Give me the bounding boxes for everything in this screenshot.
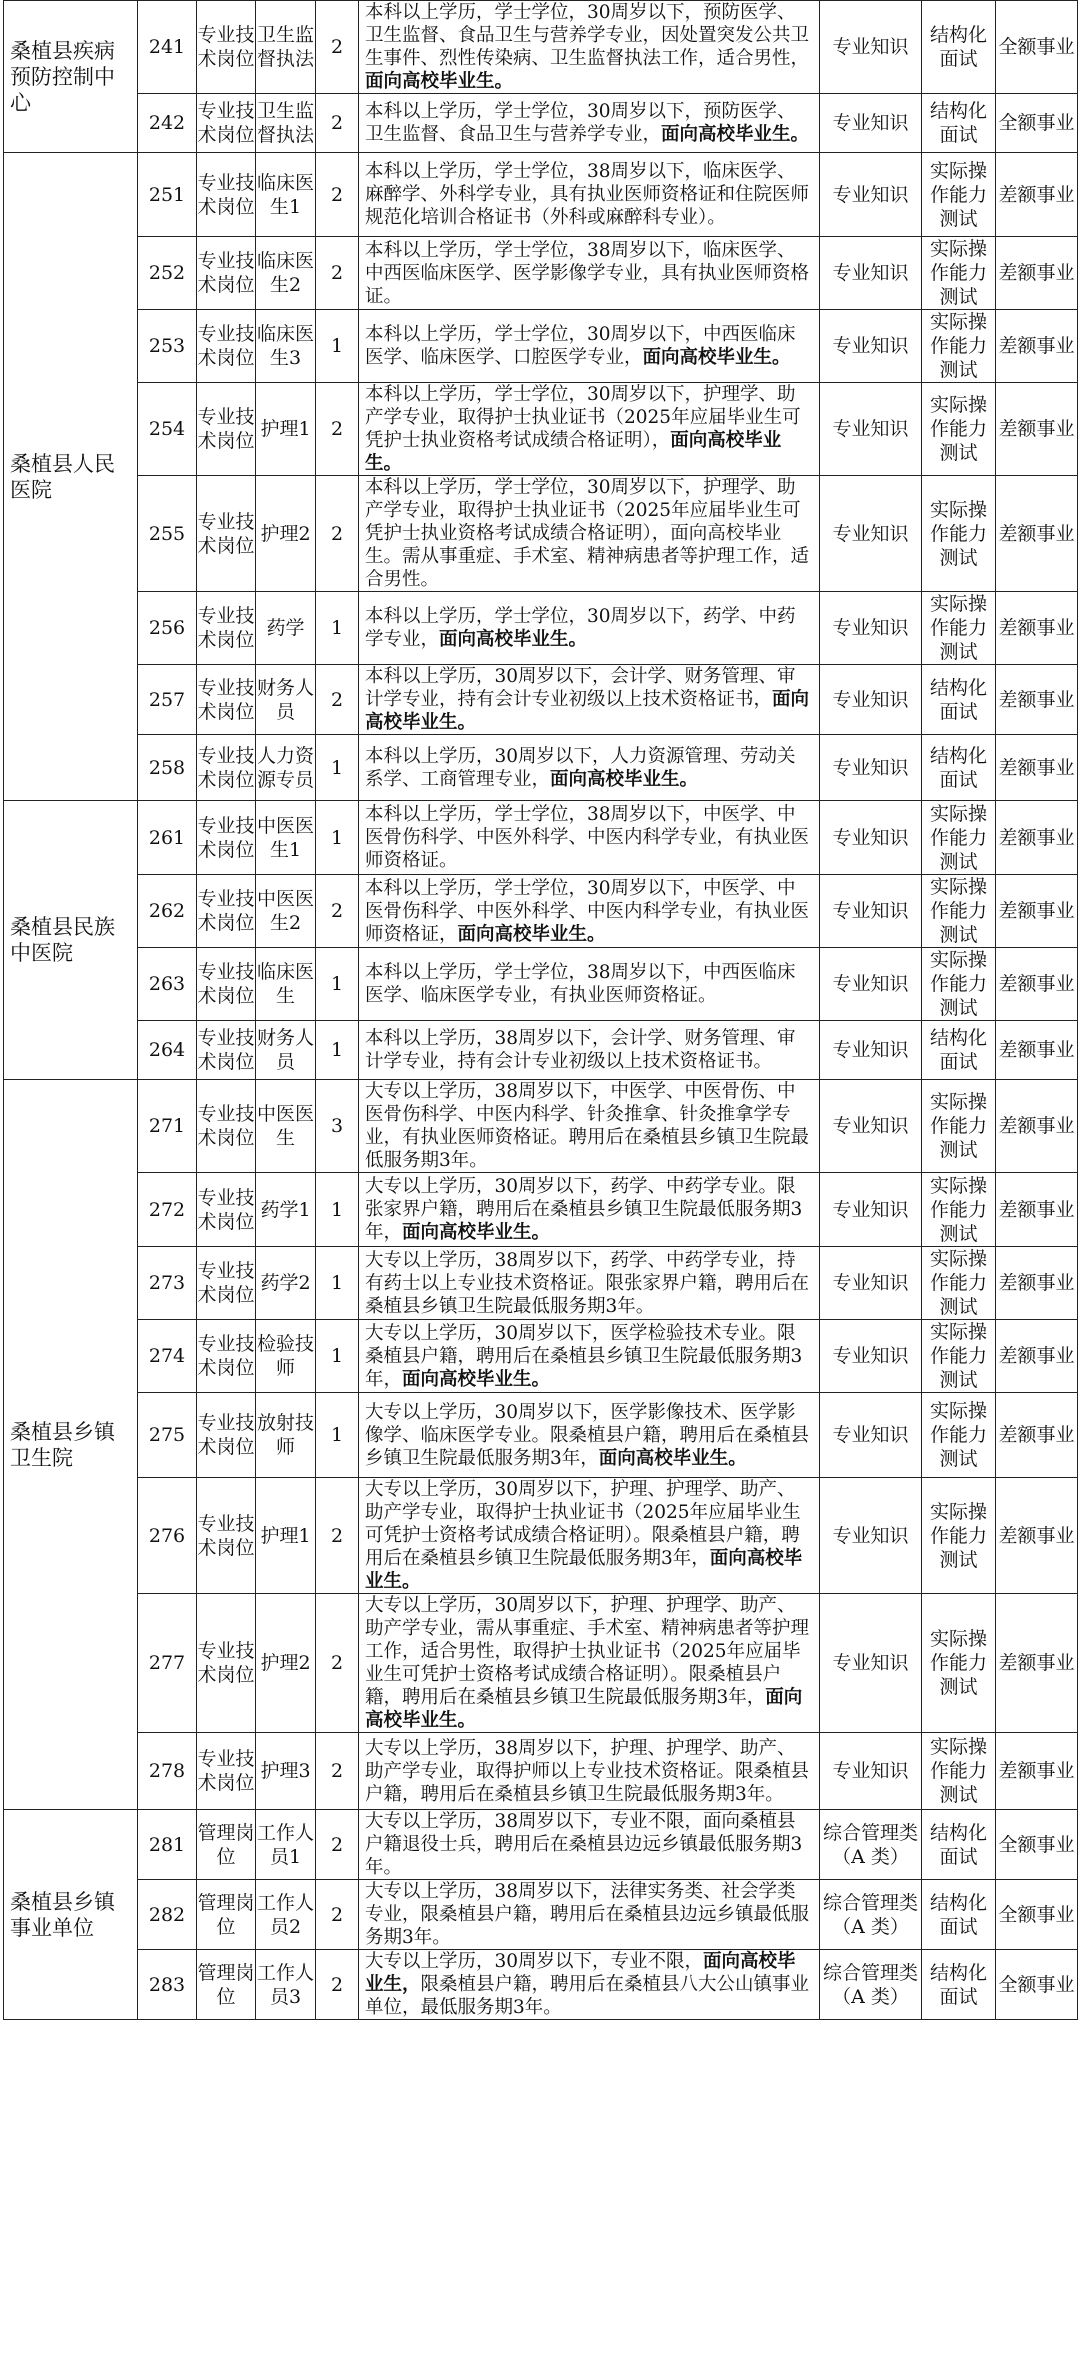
post-name-cell: 人力资源专员 bbox=[256, 735, 316, 801]
post-name-cell: 护理2 bbox=[256, 1594, 316, 1733]
graduates-only-note: 面向高校毕业生。 bbox=[642, 347, 791, 368]
graduates-only-note: 面向高校毕业生。 bbox=[457, 923, 606, 945]
table-row bbox=[4, 153, 1078, 237]
funding-type-cell: 差额事业 bbox=[996, 592, 1078, 665]
funding-type-cell: 全额事业 bbox=[996, 1950, 1078, 2020]
graduates-only-note: 面向高校毕业生。 bbox=[598, 1447, 747, 1469]
requirements-cell bbox=[359, 948, 820, 1021]
table-row bbox=[4, 801, 1078, 875]
post-code-cell: 262 bbox=[138, 875, 197, 948]
requirements-cell bbox=[359, 665, 820, 735]
requirements-text: 大专以上学历，38周岁以下，法律实务类、社会学类专业，限桑植县户籍，聘用后在桑植县边远乡镇最低服务期3年。 bbox=[365, 1881, 810, 1948]
exam-method-cell: 实际操作能力测试 bbox=[922, 801, 996, 875]
requirements-text: 本科以上学历，学士学位，38周岁以下，临床医学、麻醉学、外科学专业，具有执业医师资格证和住院医师规范化培训合格证书（外科或麻醉科专业）。 bbox=[365, 161, 810, 228]
requirements-text: 大专以上学历，30周岁以下，护理、护理学、助产、助产学专业，需从事重症、手术室、精神病患者等护理工作，适合男性，取得护士执业证书（2025年应届毕业生可凭护士资格考试成绩合格证明）。限桑植县户籍，聘用后在桑植县乡镇卫生院最低服务期3年， bbox=[365, 1595, 810, 1708]
exam-subject-cell: 专业知识 bbox=[820, 476, 922, 592]
requirements-text: 本科以上学历，30周岁以下，会计学、财务管理、审计学专业，持有会计专业初级以上技术资格证书， bbox=[365, 666, 796, 710]
exam-method-cell: 实际操作能力测试 bbox=[922, 592, 996, 665]
exam-method-cell: 实际操作能力测试 bbox=[922, 153, 996, 237]
requirements-text: 本科以上学历，学士学位，30周岁以下，中西医临床医学、临床医学、口腔医学专业， bbox=[365, 324, 796, 368]
unit-name-cell: 桑植县疾病预防控制中心 bbox=[4, 1, 138, 153]
post-type-cell: 专业技术岗位 bbox=[197, 1393, 256, 1478]
exam-subject-cell: 专业知识 bbox=[820, 592, 922, 665]
post-name-cell: 护理1 bbox=[256, 383, 316, 476]
post-code-cell: 275 bbox=[138, 1393, 197, 1478]
hire-count-cell: 1 bbox=[316, 1021, 359, 1080]
requirements-text: 大专以上学历，30周岁以下，药学、中药学专业。限张家界户籍，聘用后在桑植县乡镇卫生院最低服务期3年， bbox=[365, 1176, 803, 1243]
post-name-cell: 护理3 bbox=[256, 1733, 316, 1810]
post-type-cell: 管理岗位 bbox=[197, 1810, 256, 1880]
funding-type-cell: 差额事业 bbox=[996, 310, 1078, 383]
post-type-cell: 管理岗位 bbox=[197, 1880, 256, 1950]
requirements-cell bbox=[359, 1950, 820, 2020]
unit-name-cell: 桑植县人民医院 bbox=[4, 153, 138, 801]
exam-subject-cell: 专业知识 bbox=[820, 1173, 922, 1247]
requirements-cell bbox=[359, 1478, 820, 1594]
requirements-cell bbox=[359, 310, 820, 383]
hire-count-cell: 2 bbox=[316, 94, 359, 153]
exam-method-cell: 实际操作能力测试 bbox=[922, 1247, 996, 1320]
requirements-cell bbox=[359, 1, 820, 94]
requirements-cell bbox=[359, 1393, 820, 1478]
exam-subject-cell: 专业知识 bbox=[820, 1478, 922, 1594]
requirements-text: 大专以上学历，38周岁以下，护理、护理学、助产、助产学专业，取得护师以上专业技术资格证。限桑植县户籍，聘用后在桑植县乡镇卫生院最低服务期3年。 bbox=[365, 1737, 810, 1805]
hire-count-cell: 2 bbox=[316, 237, 359, 310]
post-type-cell: 专业技术岗位 bbox=[197, 1478, 256, 1594]
hire-count-cell: 1 bbox=[316, 948, 359, 1021]
table-row bbox=[4, 1247, 1078, 1320]
recruitment-table bbox=[3, 0, 1078, 2020]
graduates-only-note: 面向高校毕业生。 bbox=[402, 1368, 551, 1390]
exam-method-cell: 实际操作能力测试 bbox=[922, 948, 996, 1021]
table-row bbox=[4, 665, 1078, 735]
graduates-only-note: 面向高校毕业生。 bbox=[402, 1222, 551, 1243]
funding-type-cell: 差额事业 bbox=[996, 1247, 1078, 1320]
funding-type-cell: 差额事业 bbox=[996, 665, 1078, 735]
graduates-only-note: 面向高校毕业生。 bbox=[439, 629, 588, 650]
post-name-cell: 中医医生 bbox=[256, 1080, 316, 1173]
funding-type-cell: 差额事业 bbox=[996, 1594, 1078, 1733]
post-name-cell: 药学 bbox=[256, 592, 316, 665]
table-row bbox=[4, 1950, 1078, 2020]
post-name-cell: 财务人员 bbox=[256, 665, 316, 735]
post-name-cell: 临床医生2 bbox=[256, 237, 316, 310]
post-code-cell: 258 bbox=[138, 735, 197, 801]
post-name-cell: 临床医生3 bbox=[256, 310, 316, 383]
post-type-cell: 专业技术岗位 bbox=[197, 94, 256, 153]
funding-type-cell: 全额事业 bbox=[996, 1, 1078, 94]
post-code-cell: 264 bbox=[138, 1021, 197, 1080]
funding-type-cell: 差额事业 bbox=[996, 476, 1078, 592]
exam-method-cell: 结构化面试 bbox=[922, 1, 996, 94]
hire-count-cell: 1 bbox=[316, 1393, 359, 1478]
hire-count-cell: 2 bbox=[316, 1733, 359, 1810]
requirements-cell bbox=[359, 237, 820, 310]
hire-count-cell: 1 bbox=[316, 1247, 359, 1320]
post-type-cell: 专业技术岗位 bbox=[197, 310, 256, 383]
exam-subject-cell: 专业知识 bbox=[820, 237, 922, 310]
hire-count-cell: 2 bbox=[316, 153, 359, 237]
requirements-text: 大专以上学历，30周岁以下，护理、护理学、助产、助产学专业，取得护士执业证书（2025年应届毕业生可凭护士资格考试成绩合格证明）。限桑植县户籍，聘用后在桑植县乡镇卫生院最低服务期3年， bbox=[365, 1479, 801, 1569]
table-row bbox=[4, 1478, 1078, 1594]
post-code-cell: 283 bbox=[138, 1950, 197, 2020]
requirements-cell bbox=[359, 1173, 820, 1247]
post-code-cell: 274 bbox=[138, 1320, 197, 1393]
requirements-cell bbox=[359, 1810, 820, 1880]
requirements-text: 本科以上学历，学士学位，38周岁以下，中医学、中医骨伤科学、中医外科学、中医内科学专业，有执业医师资格证。 bbox=[365, 804, 810, 871]
post-code-cell: 251 bbox=[138, 153, 197, 237]
hire-count-cell: 2 bbox=[316, 383, 359, 476]
exam-subject-cell: 专业知识 bbox=[820, 1080, 922, 1173]
exam-subject-cell: 专业知识 bbox=[820, 1247, 922, 1320]
table-row bbox=[4, 1320, 1078, 1393]
hire-count-cell: 1 bbox=[316, 310, 359, 383]
post-code-cell: 242 bbox=[138, 94, 197, 153]
exam-subject-cell: 专业知识 bbox=[820, 801, 922, 875]
requirements-text: 大专以上学历，30周岁以下，医学检验技术专业。限桑植县户籍，聘用后在桑植县乡镇卫生院最低服务期3年， bbox=[365, 1322, 803, 1390]
post-type-cell: 专业技术岗位 bbox=[197, 1733, 256, 1810]
funding-type-cell: 差额事业 bbox=[996, 383, 1078, 476]
post-name-cell: 工作人员1 bbox=[256, 1810, 316, 1880]
table-row bbox=[4, 310, 1078, 383]
graduates-only-note: 面向高校毕业生。 bbox=[365, 430, 782, 474]
exam-method-cell: 结构化面试 bbox=[922, 1810, 996, 1880]
requirements-tail-text: 限桑植县户籍，聘用后在桑植县八大公山镇事业单位，最低服务期3年。 bbox=[365, 1974, 810, 2018]
table-row bbox=[4, 1880, 1078, 1950]
funding-type-cell: 差额事业 bbox=[996, 801, 1078, 875]
table-row bbox=[4, 1594, 1078, 1733]
table-row bbox=[4, 1080, 1078, 1173]
post-code-cell: 273 bbox=[138, 1247, 197, 1320]
post-name-cell: 检验技师 bbox=[256, 1320, 316, 1393]
funding-type-cell: 差额事业 bbox=[996, 948, 1078, 1021]
exam-method-cell: 实际操作能力测试 bbox=[922, 1594, 996, 1733]
post-type-cell: 专业技术岗位 bbox=[197, 1320, 256, 1393]
hire-count-cell: 2 bbox=[316, 1, 359, 94]
requirements-text: 大专以上学历，30周岁以下，医学影像技术、医学影像学、临床医学专业。限桑植县户籍，聘用后在桑植县乡镇卫生院最低服务期3年， bbox=[365, 1401, 810, 1469]
unit-name-cell: 桑植县乡镇卫生院 bbox=[4, 1080, 138, 1810]
exam-subject-cell: 综合管理类（A 类） bbox=[820, 1810, 922, 1880]
post-name-cell: 药学1 bbox=[256, 1173, 316, 1247]
exam-method-cell: 实际操作能力测试 bbox=[922, 310, 996, 383]
exam-method-cell: 实际操作能力测试 bbox=[922, 1080, 996, 1173]
exam-method-cell: 结构化面试 bbox=[922, 1880, 996, 1950]
funding-type-cell: 差额事业 bbox=[996, 875, 1078, 948]
table-row bbox=[4, 1393, 1078, 1478]
post-type-cell: 专业技术岗位 bbox=[197, 948, 256, 1021]
post-code-cell: 241 bbox=[138, 1, 197, 94]
hire-count-cell: 2 bbox=[316, 1594, 359, 1733]
post-code-cell: 281 bbox=[138, 1810, 197, 1880]
exam-subject-cell: 综合管理类（A 类） bbox=[820, 1880, 922, 1950]
requirements-text: 本科以上学历，学士学位，30周岁以下，预防医学、卫生监督、食品卫生与营养学专业，因处置突发公共卫生事件、烈性传染病、卫生监督执法工作，适合男性， bbox=[365, 2, 810, 69]
post-code-cell: 272 bbox=[138, 1173, 197, 1247]
requirements-text: 本科以上学历，学士学位，38周岁以下，临床医学、中西医临床医学、医学影像学专业，具有执业医师资格证。 bbox=[365, 239, 810, 307]
requirements-cell bbox=[359, 1021, 820, 1080]
exam-subject-cell: 专业知识 bbox=[820, 1594, 922, 1733]
post-type-cell: 专业技术岗位 bbox=[197, 1021, 256, 1080]
requirements-cell bbox=[359, 383, 820, 476]
funding-type-cell: 差额事业 bbox=[996, 1080, 1078, 1173]
funding-type-cell: 差额事业 bbox=[996, 153, 1078, 237]
requirements-cell bbox=[359, 592, 820, 665]
hire-count-cell: 1 bbox=[316, 801, 359, 875]
funding-type-cell: 差额事业 bbox=[996, 237, 1078, 310]
unit-name-cell: 桑植县乡镇事业单位 bbox=[4, 1810, 138, 2020]
table-row bbox=[4, 94, 1078, 153]
post-name-cell: 中医医生1 bbox=[256, 801, 316, 875]
exam-method-cell: 结构化面试 bbox=[922, 94, 996, 153]
funding-type-cell: 差额事业 bbox=[996, 1478, 1078, 1594]
post-type-cell: 专业技术岗位 bbox=[197, 1080, 256, 1173]
requirements-text: 大专以上学历，38周岁以下，专业不限，面向桑植县户籍退役士兵，聘用后在桑植县边远乡镇最低服务期3年。 bbox=[365, 1811, 803, 1878]
graduates-only-note: 面向高校毕业生。 bbox=[661, 124, 810, 145]
exam-method-cell: 实际操作能力测试 bbox=[922, 1393, 996, 1478]
graduates-only-note: 面向高校毕业生。 bbox=[365, 71, 514, 92]
post-type-cell: 管理岗位 bbox=[197, 1950, 256, 2020]
graduates-only-note: 面向高校毕业生。 bbox=[365, 689, 810, 733]
post-name-cell: 工作人员2 bbox=[256, 1880, 316, 1950]
post-type-cell: 专业技术岗位 bbox=[197, 665, 256, 735]
requirements-cell bbox=[359, 1080, 820, 1173]
table-row bbox=[4, 948, 1078, 1021]
requirements-text: 本科以上学历，学士学位，30周岁以下，中医学、中医骨伤科学、中医外科学、中医内科学专业，有执业医师资格证， bbox=[365, 877, 810, 945]
exam-subject-cell: 专业知识 bbox=[820, 94, 922, 153]
hire-count-cell: 2 bbox=[316, 875, 359, 948]
post-name-cell: 护理2 bbox=[256, 476, 316, 592]
table-row bbox=[4, 383, 1078, 476]
table-row bbox=[4, 1810, 1078, 1880]
post-code-cell: 253 bbox=[138, 310, 197, 383]
post-type-cell: 专业技术岗位 bbox=[197, 383, 256, 476]
hire-count-cell: 1 bbox=[316, 1320, 359, 1393]
post-code-cell: 255 bbox=[138, 476, 197, 592]
post-code-cell: 277 bbox=[138, 1594, 197, 1733]
requirements-cell bbox=[359, 875, 820, 948]
post-type-cell: 专业技术岗位 bbox=[197, 1, 256, 94]
table-row bbox=[4, 875, 1078, 948]
requirements-cell bbox=[359, 476, 820, 592]
funding-type-cell: 差额事业 bbox=[996, 1173, 1078, 1247]
funding-type-cell: 差额事业 bbox=[996, 1320, 1078, 1393]
table-row bbox=[4, 1, 1078, 94]
exam-method-cell: 结构化面试 bbox=[922, 735, 996, 801]
exam-method-cell: 结构化面试 bbox=[922, 665, 996, 735]
requirements-cell bbox=[359, 801, 820, 875]
post-name-cell: 药学2 bbox=[256, 1247, 316, 1320]
requirements-text: 大专以上学历，38周岁以下，药学、中药学专业，持有药士以上专业技术资格证。限张家界户籍，聘用后在桑植县乡镇卫生院最低服务期3年。 bbox=[365, 1249, 810, 1317]
requirements-cell bbox=[359, 153, 820, 237]
exam-subject-cell: 专业知识 bbox=[820, 310, 922, 383]
post-code-cell: 257 bbox=[138, 665, 197, 735]
hire-count-cell: 1 bbox=[316, 592, 359, 665]
post-type-cell: 专业技术岗位 bbox=[197, 1247, 256, 1320]
post-name-cell: 卫生监督执法 bbox=[256, 1, 316, 94]
exam-method-cell: 结构化面试 bbox=[922, 1950, 996, 2020]
table-row bbox=[4, 1021, 1078, 1080]
post-type-cell: 专业技术岗位 bbox=[197, 1594, 256, 1733]
exam-subject-cell: 专业知识 bbox=[820, 1021, 922, 1080]
hire-count-cell: 2 bbox=[316, 1810, 359, 1880]
exam-method-cell: 实际操作能力测试 bbox=[922, 875, 996, 948]
exam-subject-cell: 专业知识 bbox=[820, 875, 922, 948]
exam-subject-cell: 专业知识 bbox=[820, 1393, 922, 1478]
exam-method-cell: 结构化面试 bbox=[922, 1021, 996, 1080]
post-type-cell: 专业技术岗位 bbox=[197, 592, 256, 665]
hire-count-cell: 2 bbox=[316, 1880, 359, 1950]
hire-count-cell: 2 bbox=[316, 476, 359, 592]
funding-type-cell: 差额事业 bbox=[996, 735, 1078, 801]
table-row bbox=[4, 1173, 1078, 1247]
requirements-text: 本科以上学历，38周岁以下，会计学、财务管理、审计学专业，持有会计专业初级以上技术资格证书。 bbox=[365, 1028, 796, 1072]
exam-method-cell: 实际操作能力测试 bbox=[922, 237, 996, 310]
post-name-cell: 中医医生2 bbox=[256, 875, 316, 948]
hire-count-cell: 1 bbox=[316, 735, 359, 801]
post-type-cell: 专业技术岗位 bbox=[197, 875, 256, 948]
exam-subject-cell: 专业知识 bbox=[820, 665, 922, 735]
post-code-cell: 278 bbox=[138, 1733, 197, 1810]
requirements-text: 大专以上学历，38周岁以下，中医学、中医骨伤、中医骨伤科学、中医内科学、针灸推拿、针灸推拿学专业，有执业医师资格证。聘用后在桑植县乡镇卫生院最低服务期3年。 bbox=[365, 1081, 810, 1171]
post-code-cell: 256 bbox=[138, 592, 197, 665]
table-row bbox=[4, 735, 1078, 801]
funding-type-cell: 全额事业 bbox=[996, 1880, 1078, 1950]
requirements-text: 本科以上学历，学士学位，30周岁以下，药学、中药学专业， bbox=[365, 606, 796, 650]
post-code-cell: 282 bbox=[138, 1880, 197, 1950]
exam-subject-cell: 专业知识 bbox=[820, 735, 922, 801]
post-code-cell: 254 bbox=[138, 383, 197, 476]
funding-type-cell: 全额事业 bbox=[996, 94, 1078, 153]
requirements-cell bbox=[359, 1594, 820, 1733]
exam-method-cell: 实际操作能力测试 bbox=[922, 1733, 996, 1810]
requirements-text: 大专以上学历，30周岁以下，专业不限， bbox=[365, 1951, 704, 1972]
requirements-text: 本科以上学历，30周岁以下，人力资源管理、劳动关系学、工商管理专业， bbox=[365, 745, 796, 790]
funding-type-cell: 全额事业 bbox=[996, 1810, 1078, 1880]
post-type-cell: 专业技术岗位 bbox=[197, 476, 256, 592]
post-type-cell: 专业技术岗位 bbox=[197, 735, 256, 801]
table-row bbox=[4, 237, 1078, 310]
requirements-cell bbox=[359, 1320, 820, 1393]
exam-method-cell: 实际操作能力测试 bbox=[922, 476, 996, 592]
requirements-cell bbox=[359, 1733, 820, 1810]
post-name-cell: 卫生监督执法 bbox=[256, 94, 316, 153]
requirements-cell bbox=[359, 94, 820, 153]
post-code-cell: 261 bbox=[138, 801, 197, 875]
post-code-cell: 271 bbox=[138, 1080, 197, 1173]
exam-subject-cell: 专业知识 bbox=[820, 383, 922, 476]
exam-method-cell: 实际操作能力测试 bbox=[922, 383, 996, 476]
funding-type-cell: 差额事业 bbox=[996, 1733, 1078, 1810]
exam-subject-cell: 专业知识 bbox=[820, 1320, 922, 1393]
funding-type-cell: 差额事业 bbox=[996, 1393, 1078, 1478]
post-code-cell: 263 bbox=[138, 948, 197, 1021]
requirements-text: 本科以上学历，学士学位，30周岁以下，护理学、助产学专业，取得护士执业证书（2025年应届毕业生可凭护士执业资格考试成绩合格证明），面向高校毕业生。需从事重症、手术室、精神病患者等护理工作，适合男性。 bbox=[365, 477, 810, 590]
hire-count-cell: 2 bbox=[316, 1950, 359, 2020]
post-name-cell: 放射技师 bbox=[256, 1393, 316, 1478]
post-name-cell: 临床医生 bbox=[256, 948, 316, 1021]
table-row bbox=[4, 592, 1078, 665]
hire-count-cell: 3 bbox=[316, 1080, 359, 1173]
table-row bbox=[4, 476, 1078, 592]
exam-subject-cell: 专业知识 bbox=[820, 153, 922, 237]
exam-method-cell: 实际操作能力测试 bbox=[922, 1173, 996, 1247]
post-type-cell: 专业技术岗位 bbox=[197, 801, 256, 875]
exam-subject-cell: 综合管理类（A 类） bbox=[820, 1950, 922, 2020]
post-code-cell: 252 bbox=[138, 237, 197, 310]
requirements-text: 本科以上学历，学士学位，30周岁以下，护理学、助产学专业，取得护士执业证书（2025年应届毕业生可凭护士执业资格考试成绩合格证明）， bbox=[365, 384, 801, 451]
post-name-cell: 护理1 bbox=[256, 1478, 316, 1594]
requirements-cell bbox=[359, 1247, 820, 1320]
exam-subject-cell: 专业知识 bbox=[820, 948, 922, 1021]
graduates-only-note: 面向高校毕业生， bbox=[365, 1951, 796, 1995]
requirements-text: 本科以上学历，学士学位，38周岁以下，中西医临床医学、临床医学专业，有执业医师资格证。 bbox=[365, 962, 796, 1006]
exam-method-cell: 实际操作能力测试 bbox=[922, 1320, 996, 1393]
requirements-text: 本科以上学历，学士学位，30周岁以下，预防医学、卫生监督、食品卫生与营养学专业， bbox=[365, 101, 796, 145]
post-name-cell: 工作人员3 bbox=[256, 1950, 316, 2020]
post-name-cell: 临床医生1 bbox=[256, 153, 316, 237]
post-type-cell: 专业技术岗位 bbox=[197, 237, 256, 310]
post-type-cell: 专业技术岗位 bbox=[197, 1173, 256, 1247]
post-code-cell: 276 bbox=[138, 1478, 197, 1594]
graduates-only-note: 面向高校毕业生。 bbox=[365, 1548, 803, 1592]
table-row bbox=[4, 1733, 1078, 1810]
requirements-cell bbox=[359, 735, 820, 801]
exam-subject-cell: 专业知识 bbox=[820, 1733, 922, 1810]
post-name-cell: 财务人员 bbox=[256, 1021, 316, 1080]
exam-method-cell: 实际操作能力测试 bbox=[922, 1478, 996, 1594]
requirements-cell bbox=[359, 1880, 820, 1950]
post-type-cell: 专业技术岗位 bbox=[197, 153, 256, 237]
graduates-only-note: 面向高校毕业生。 bbox=[550, 768, 699, 790]
graduates-only-note: 面向高校毕业生。 bbox=[365, 1687, 803, 1731]
hire-count-cell: 2 bbox=[316, 665, 359, 735]
hire-count-cell: 1 bbox=[316, 1173, 359, 1247]
funding-type-cell: 差额事业 bbox=[996, 1021, 1078, 1080]
unit-name-cell: 桑植县民族中医院 bbox=[4, 801, 138, 1080]
hire-count-cell: 2 bbox=[316, 1478, 359, 1594]
exam-subject-cell: 专业知识 bbox=[820, 1, 922, 94]
